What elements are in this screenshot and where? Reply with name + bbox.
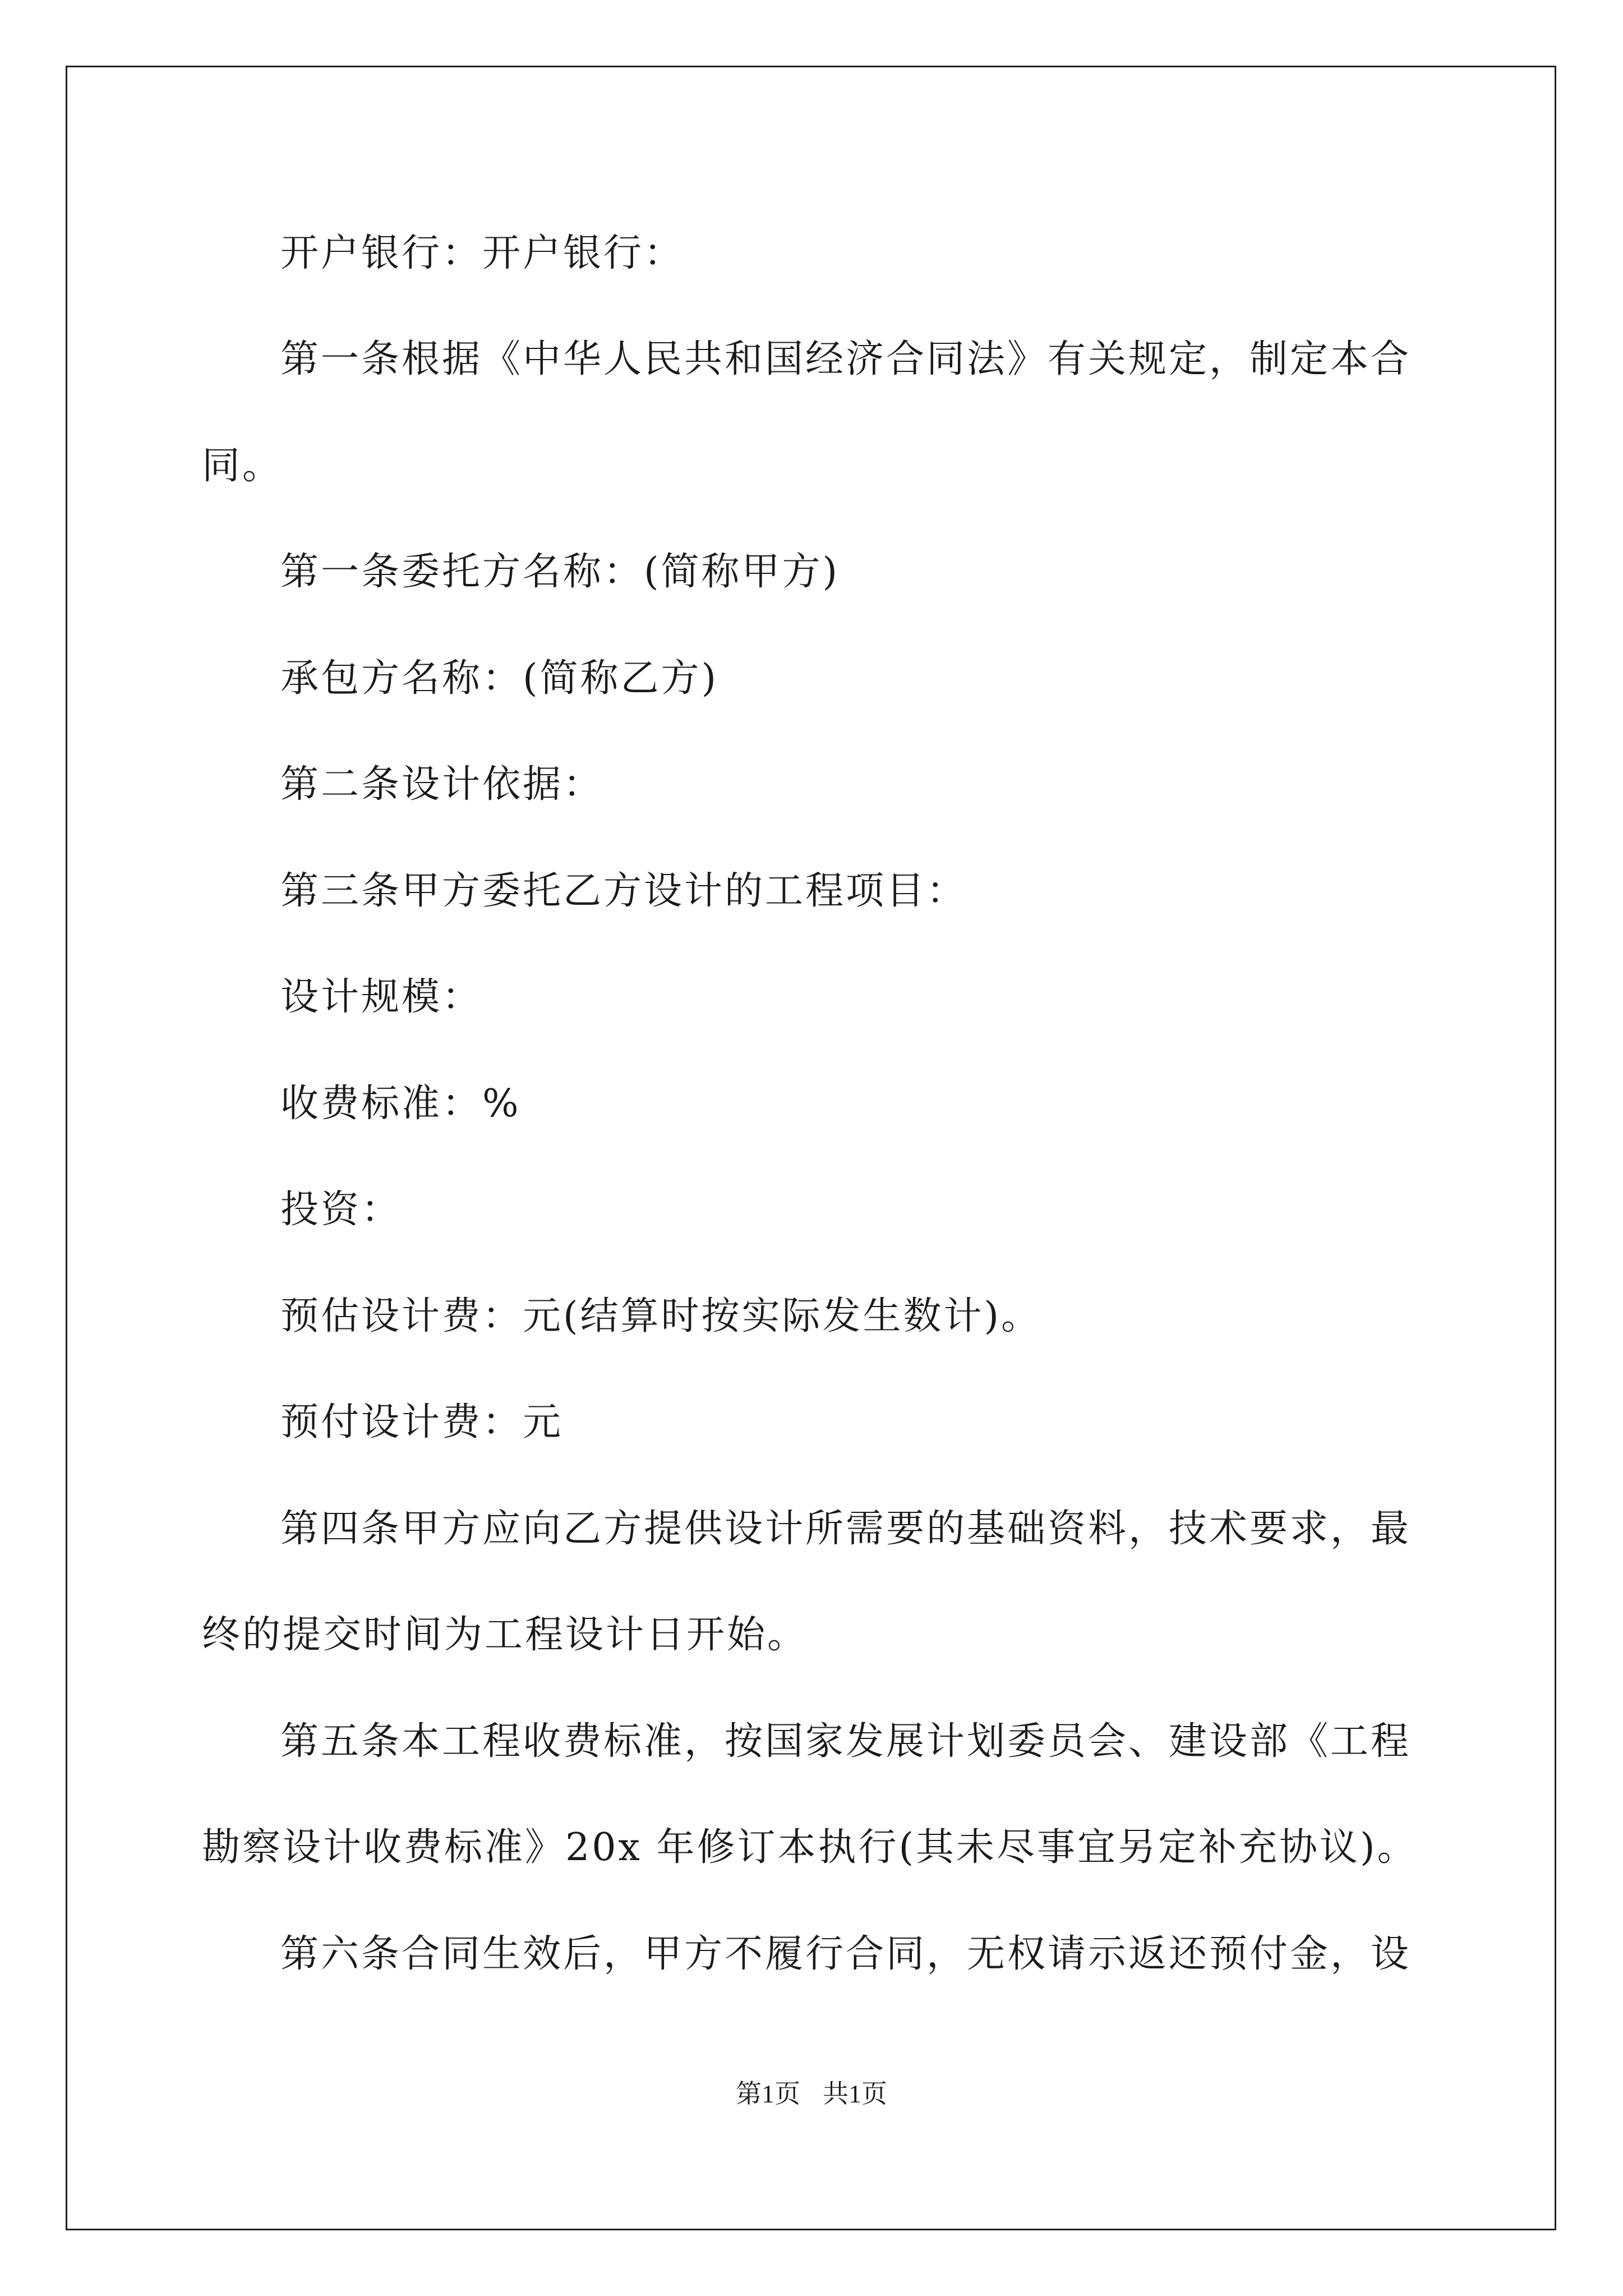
paragraph-prepaid-fee: 预付设计费：元 <box>280 1400 564 1444</box>
paragraph-article6-line1: 第六条合同生效后，甲方不履行合同，无权请示返还预付金，设 <box>280 1932 1412 1976</box>
paragraph-bank: 开户银行：开户银行： <box>280 231 685 275</box>
paragraph-article4-line2: 终的提交时间为工程设计日开始。 <box>202 1613 808 1657</box>
paragraph-client-name: 第一条委托方名称：(简称甲方) <box>280 550 840 594</box>
paragraph-article2: 第二条设计依据： <box>280 762 604 807</box>
paragraph-design-scale: 设计规模： <box>280 975 483 1019</box>
page-number-current: 第1页 <box>736 2079 800 2108</box>
paragraph-estimated-fee: 预估设计费：元(结算时按实际发生数计)。 <box>280 1294 1042 1338</box>
paragraph-investment: 投资： <box>280 1188 402 1232</box>
page-number-total: 共1页 <box>823 2079 887 2108</box>
paragraph-article4-line1: 第四条甲方应向乙方提供设计所需要的基础资料，技术要求，最 <box>280 1507 1412 1551</box>
paragraph-article5-line1: 第五条本工程收费标准，按国家发展计划委员会、建设部《工程 <box>280 1719 1412 1764</box>
paragraph-article1-basis-line1: 第一条根据《中华人民共和国经济合同法》有关规定，制定本合 <box>280 337 1412 381</box>
paragraph-contractor-name: 承包方名称：(简称乙方) <box>280 656 719 701</box>
paragraph-article1-basis-line2: 同。 <box>202 444 283 488</box>
paragraph-article3: 第三条甲方委托乙方设计的工程项目： <box>280 869 967 913</box>
page-border <box>66 66 1556 2230</box>
page-footer <box>0 2081 1623 2107</box>
paragraph-article5-line2: 勘察设计收费标准》20x 年修订本执行(其未尽事宜另定补充协议)。 <box>202 1825 1418 1870</box>
paragraph-fee-standard: 收费标准：% <box>280 1082 521 1126</box>
